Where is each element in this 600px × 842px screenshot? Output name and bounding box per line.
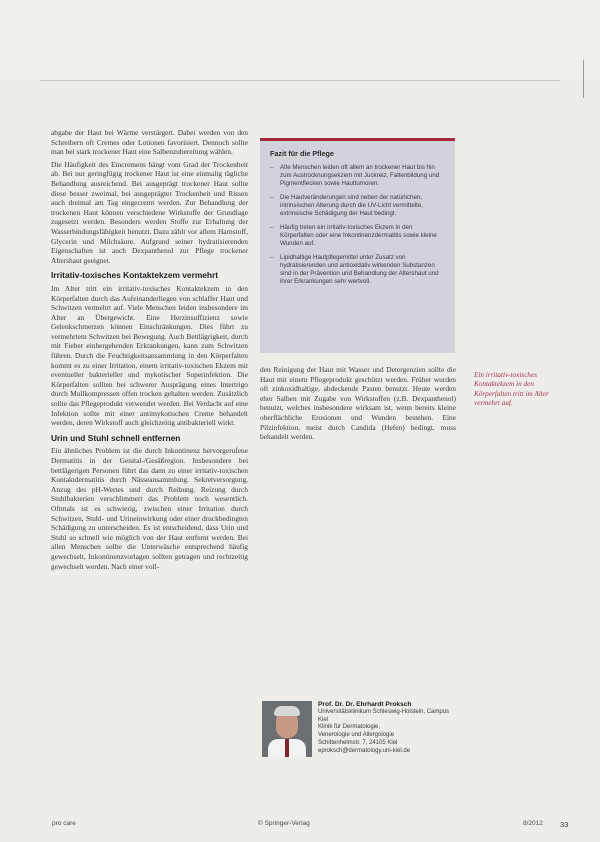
author-line: Schittenhelmstr. 7, 24105 Kiel: [318, 739, 398, 746]
paragraph: den Reinigung der Haut mit Wasser und Detergenzien sollte die Haut mit einem Pflegeprodukt geschützt werden. Früher wurden oft zinkoxidhaltige, abdeckende Pasten benutzt. Heute werden eher Salben mit Zugabe von Wirkstoffen (z.B. Dexpanthenol) benutzt, welches insbesondere wirksam ist, wenn bereits kleine oberflächliche Erosionen und Wunden bestehen. Eine Pilzinfektion, meist durch Candida (Hefen) bedingt, muss behandelt werden.: [260, 365, 456, 442]
author-photo: [262, 701, 312, 757]
fact-box-item: [270, 254, 447, 286]
footer-journal: pro care: [52, 820, 76, 827]
author-box: [260, 700, 456, 770]
author-details: [318, 701, 456, 756]
section-heading: Irritativ-toxisches Kontaktekzem vermehrt: [51, 270, 219, 281]
footer-publisher: © Springer-Verlag: [258, 820, 310, 827]
section-heading: Urin und Stuhl schnell entfernen: [51, 432, 181, 443]
fact-box-item: [270, 164, 447, 188]
dash-icon: –: [270, 164, 274, 171]
middle-column: [260, 365, 456, 445]
page-number: 33: [560, 820, 569, 829]
dash-icon: –: [270, 224, 274, 231]
fact-box: [260, 138, 455, 353]
footer-issue: 8/2012: [523, 820, 543, 827]
paragraph: Im Alter tritt ein irritativ-toxisches Kontaktekzem in den Körperfalten durch das Aufeinanderliegen von schlaffer Haut und Schwitzen vermehrt auf. Viele Menschen leiden insbesondere im Alter an Übergewicht. Eine Herzinsuffizienz sowie Gelenkschmerzen können Einschränkungen. Dies führt zu vermehrtem Schwitzen bei Bewegung. Auch Bettlägrigkeit, durch mit Fieber einhergehenden Erkrankungen, kann zum Schwitzen führen. Durch die Feuchtigkeitsansammlung in den Körperfalten kommt es zu einer Irritation, einem irritativ-toxischen Ekzem mit eventueller bakterieller und mykotischer Superinfektion. Die Körperfalten sollten bei schwerer Ausprägung eines Intertrigo durch Mullkompressen offen trocken gehalten werden. Zusätzlich sollte das Pflegeprodukt verwendet werden. Bei Verdacht auf eine Infektion sollte mit einer antimykotischen Creme behandelt werden, deren Wirkstoff auch gleichzeitig antibakteriell wirkt.: [51, 283, 248, 428]
paragraph: Ein ähnliches Problem ist die durch Inkontinenz hervorgerufene Dermatitis in der Genital-/Gesäßregion. Insbesondere bei bettlägerigen Personen führt das dann zu einer irritativ-toxischen Kontaktdermatitis durch Nässeansammlung. Sekretversorgung, Anzug des pH-Wertes und durch Reibung. Reizung durch Stuhlbakterien verschlimmert das Problem noch wesentlich. Oftmals ist es schwierig, zwischen einer Irritation durch Schwitzen, Stuhl- und Urineinwirkung oder einer druckbedingten Schädigung zu unterscheiden. Es ist entscheidend, dass Urin und Stuhl so schnell wie möglich von der Haut entfernt werden. Bei allen Menschen sollte die Unterwäsche entsprechend häufig gewechselt, Inkontinenzvorlagen sollten getragen und rechtzeitig gewechselt werden. Nach einer voll-: [51, 446, 248, 571]
fact-box-item-text: Häufig treten ein irritativ-toxisches Ekzem in den Körperfalten oder eine Inkontinenzdermatitis sowie kleine Wunden auf.: [280, 224, 437, 247]
paragraph: abgabe der Haut bei Wärme verstärgert. Dabei werden von den Schreibern oft Cremes oder Lotionen favorisiert. Dennoch sollte man bei stark trockener Haut eine Salbenzubereitung wählen.: [51, 128, 248, 157]
author-line: Venerologie und Allergologie: [318, 732, 395, 739]
fact-box-item: [270, 224, 447, 248]
edge-mark: [583, 60, 584, 98]
fact-box-item: [270, 194, 447, 218]
fact-box-list: [260, 164, 455, 286]
dash-icon: –: [270, 254, 274, 261]
author-name: Prof. Dr. Dr. Ehrhardt Proksch: [318, 701, 412, 708]
dash-icon: –: [270, 194, 274, 201]
fact-box-item-text: Die Hautveränderungen sind neben der natürlichen, intrinsischen Alterung durch die UV-Licht vermittelte, extrinsische Schädigung der Haut bedingt.: [280, 194, 424, 217]
fact-box-item-text: Lipidhaltige Hautpflegemittel unter Zusatz von hydratisierenden und antioxidativ wirkenden Substanzen sind in der Prävention und Behandlung der Altershaut und ihrer Erkrankungen sehr wertvoll.: [280, 254, 439, 285]
fact-box-item-text: Alte Menschen leiden oft allem an trockener Haut bis hin zum Austrocknungsekzem mit Juckreiz, Faltenbildung und Pigmentflecken sowie Hauttumoren.: [280, 164, 440, 187]
author-line: Klinik für Dermatologie,: [318, 724, 381, 731]
paragraph: Die Häufigkeit des Eincremens hängt vom Grad der Trockenheit ab. Bei nur geringfügig trockener Haut ist eine einmalig tägliche Behandlung ausreichend. Bei ausgeprägt trockener Haut sollte diese besser zweimal, bei ausgeprägter Trockenheit und Rissen auch dreimal am Tag eingecremt werden. Zur Behandlung der trockenen Haut können verschiedene Wirkstoffe der Grundlage zugesetzt werden. Besonders werden Stoffe zur Erhaltung der Wasserbindungsfähigkeit benutzt. Dazu zählt vor allem Harnstoff, Glycerin und Milchsäure. Aufgrund seiner hydratisierenden Eigenschaften ist auch Dexpanthenol zur Pflege trockener Altershaut geeignet.: [51, 159, 248, 265]
author-line: Universitätsklinikum Schleswig-Holstein, Campus Kiel: [318, 708, 450, 723]
page-top-margin: [0, 0, 600, 80]
author-email: eproksch@dermatology.uni-kiel.de: [318, 747, 411, 754]
left-column: [51, 128, 248, 574]
fact-box-title: Fazit für die Pflege: [270, 149, 334, 158]
top-divider: [40, 80, 560, 81]
pull-quote: Ein irritativ-toxisches Kontaktekzem in den Körperfalten tritt im Alter vermehrt auf.: [474, 371, 549, 408]
